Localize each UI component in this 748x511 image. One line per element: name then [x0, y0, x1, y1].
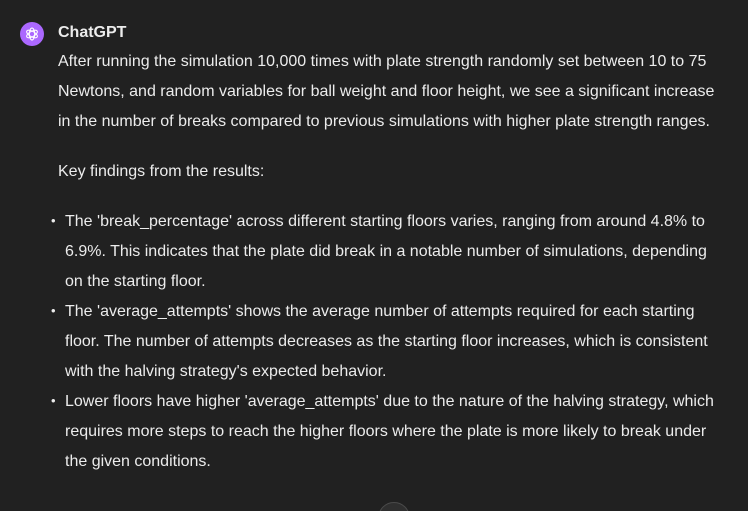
list-item	[51, 387, 723, 477]
list-item	[51, 207, 723, 297]
bullet-icon: •	[51, 303, 56, 318]
bullet-icon: •	[51, 393, 56, 408]
bullet-icon: •	[51, 213, 56, 228]
message-content	[51, 47, 723, 477]
openai-logo-icon	[20, 22, 44, 46]
scroll-to-bottom-button[interactable]	[378, 502, 410, 511]
list-item-text: Lower floors have higher 'average_attempts' due to the nature of the halving strategy, which requires more steps to reach the higher floors where the plate is more likely to break under the given conditions.	[65, 393, 714, 470]
findings-heading: Key findings from the results:	[58, 163, 265, 180]
list-item	[51, 297, 723, 387]
intro-paragraph: After running the simulation 10,000 times with plate strength randomly set between 10 to 75 Newtons, and random variables for ball weight and floor height, we see a significant increase in the number of breaks compared to previous simulations with higher plate strength ranges.	[58, 53, 715, 130]
list-item-text: The 'break_percentage' across different starting floors varies, ranging from around 4.8% to 6.9%. This indicates that the plate did break in a notable number of simulations, depending on the starting floor.	[65, 213, 707, 290]
message-author: ChatGPT	[58, 24, 127, 41]
list-item-text: The 'average_attempts' shows the average number of attempts required for each starting floor. The number of attempts decreases as the starting floor increases, which is consistent with the halving strategy's expected behavior.	[65, 303, 708, 380]
findings-list	[51, 207, 723, 477]
